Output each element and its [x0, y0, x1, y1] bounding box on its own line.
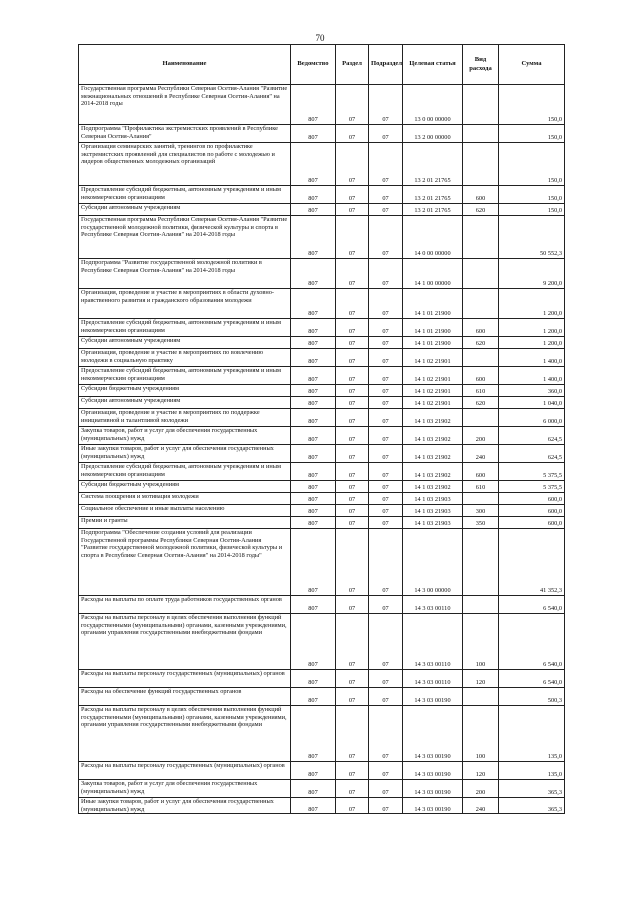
cell-subsection: 07: [369, 688, 403, 706]
cell-expense-type: 120: [463, 762, 499, 780]
cell-article: 14 1 03 21902: [403, 445, 463, 463]
cell-subsection: 07: [369, 319, 403, 337]
cell-department: 807: [291, 204, 336, 216]
cell-sum: 135,0: [499, 706, 565, 762]
cell-sum: 1 200,0: [499, 337, 565, 349]
cell-expense-type: 240: [463, 798, 499, 814]
cell-section: 07: [336, 319, 369, 337]
cell-subsection: 07: [369, 762, 403, 780]
cell-subsection: 07: [369, 367, 403, 385]
cell-sum: 9 200,0: [499, 259, 565, 289]
cell-subsection: 07: [369, 798, 403, 814]
cell-subsection: 07: [369, 259, 403, 289]
table-row: [79, 427, 565, 445]
cell-name: Предоставление субсидий бюджетным, автономным учреждениям и иным некоммерческим организациям: [79, 319, 291, 337]
cell-department: 807: [291, 670, 336, 688]
cell-section: 07: [336, 688, 369, 706]
cell-expense-type: [463, 259, 499, 289]
cell-article: 14 3 00 00000: [403, 529, 463, 596]
cell-article: 14 1 02 21901: [403, 385, 463, 397]
cell-department: 807: [291, 517, 336, 529]
cell-department: 807: [291, 427, 336, 445]
cell-article: 14 3 03 00190: [403, 798, 463, 814]
cell-expense-type: 120: [463, 670, 499, 688]
cell-name: Субсидии автономным учреждениям: [79, 204, 291, 216]
cell-department: 807: [291, 409, 336, 427]
cell-article: 14 1 03 21902: [403, 427, 463, 445]
cell-section: 07: [336, 143, 369, 186]
table-row: [79, 204, 565, 216]
cell-article: 14 1 02 21901: [403, 397, 463, 409]
cell-department: 807: [291, 493, 336, 505]
cell-article: 13 2 01 21765: [403, 143, 463, 186]
header-article: Целевая статья: [403, 45, 463, 85]
cell-sum: 600,0: [499, 493, 565, 505]
cell-article: 14 3 03 00110: [403, 596, 463, 614]
cell-expense-type: [463, 289, 499, 319]
cell-expense-type: 600: [463, 367, 499, 385]
cell-name: Подпрограмма "Развитие государственной молодежной политики в Республике Северная Осетия-Алания" на 2014-2018 годы: [79, 259, 291, 289]
cell-article: 14 3 03 00110: [403, 614, 463, 670]
cell-name: Система поощрения и мотивация молодежи: [79, 493, 291, 505]
table-row: [79, 762, 565, 780]
cell-section: 07: [336, 349, 369, 367]
cell-sum: 50 552,3: [499, 216, 565, 259]
cell-expense-type: 610: [463, 481, 499, 493]
cell-subsection: 07: [369, 397, 403, 409]
cell-sum: 150,0: [499, 204, 565, 216]
cell-name: Расходы на выплаты персоналу государственных (муниципальных) органов: [79, 670, 291, 688]
cell-sum: 624,5: [499, 427, 565, 445]
cell-section: 07: [336, 505, 369, 517]
cell-department: 807: [291, 289, 336, 319]
cell-sum: 1 400,0: [499, 349, 565, 367]
cell-name: Расходы на выплаты по оплате труда работников государственных органов: [79, 596, 291, 614]
cell-sum: 41 352,3: [499, 529, 565, 596]
cell-name: Подпрограмма "Обеспечение создания условий для реализации Государственной программы Республики Северная Осетия-Алания "Развитие государственной молодежной политики, физической культуры и спорта в Республике Северная Осетия-Алания" на 2014-2018 годы": [79, 529, 291, 596]
cell-article: 13 2 01 21765: [403, 186, 463, 204]
cell-sum: 150,0: [499, 143, 565, 186]
cell-department: 807: [291, 259, 336, 289]
cell-department: 807: [291, 397, 336, 409]
cell-section: 07: [336, 289, 369, 319]
cell-name: Иные закупки товаров, работ и услуг для обеспечения государственных (муниципальных) нужд: [79, 445, 291, 463]
cell-department: 807: [291, 143, 336, 186]
cell-department: 807: [291, 385, 336, 397]
cell-section: 07: [336, 397, 369, 409]
cell-subsection: 07: [369, 409, 403, 427]
table-row: [79, 706, 565, 762]
cell-sum: 6 540,0: [499, 670, 565, 688]
cell-article: 14 1 03 21902: [403, 409, 463, 427]
cell-department: 807: [291, 85, 336, 125]
table-row: [79, 688, 565, 706]
cell-name: Закупка товаров, работ и услуг для обеспечения государственных (муниципальных) нужд: [79, 427, 291, 445]
cell-expense-type: [463, 493, 499, 505]
cell-expense-type: 100: [463, 706, 499, 762]
cell-name: Субсидии бюджетным учреждениям: [79, 481, 291, 493]
cell-article: 14 1 02 21901: [403, 367, 463, 385]
cell-expense-type: 100: [463, 614, 499, 670]
cell-article: 14 1 03 21902: [403, 463, 463, 481]
cell-section: 07: [336, 780, 369, 798]
cell-department: 807: [291, 319, 336, 337]
cell-sum: 5 375,5: [499, 481, 565, 493]
cell-sum: 1 200,0: [499, 319, 565, 337]
cell-section: 07: [336, 493, 369, 505]
cell-section: 07: [336, 517, 369, 529]
table-row: [79, 529, 565, 596]
cell-department: 807: [291, 481, 336, 493]
header-subsection: Подраздел: [369, 45, 403, 85]
table-row: [79, 798, 565, 814]
table-row: [79, 670, 565, 688]
cell-sum: 365,3: [499, 780, 565, 798]
cell-expense-type: 200: [463, 427, 499, 445]
cell-sum: 600,0: [499, 505, 565, 517]
cell-article: 13 2 01 21765: [403, 204, 463, 216]
table-row: [79, 780, 565, 798]
cell-article: 14 1 03 21903: [403, 493, 463, 505]
cell-article: 14 3 03 00190: [403, 688, 463, 706]
cell-sum: 500,3: [499, 688, 565, 706]
cell-subsection: 07: [369, 85, 403, 125]
cell-section: 07: [336, 596, 369, 614]
cell-section: 07: [336, 186, 369, 204]
cell-expense-type: [463, 216, 499, 259]
table-row: [79, 85, 565, 125]
cell-name: Организация, проведение и участие в мероприятиях по вовлечению молодежи в социальную практику: [79, 349, 291, 367]
page-number: 70: [315, 33, 325, 43]
cell-article: 14 3 03 00190: [403, 762, 463, 780]
cell-section: 07: [336, 670, 369, 688]
cell-subsection: 07: [369, 706, 403, 762]
cell-section: 07: [336, 125, 369, 143]
table-row: [79, 216, 565, 259]
cell-section: 07: [336, 259, 369, 289]
cell-article: 14 3 03 00190: [403, 706, 463, 762]
table-row: [79, 409, 565, 427]
cell-department: 807: [291, 186, 336, 204]
cell-department: 807: [291, 798, 336, 814]
budget-table: [78, 44, 565, 814]
cell-expense-type: [463, 85, 499, 125]
cell-section: 07: [336, 798, 369, 814]
cell-name: Иные закупки товаров, работ и услуг для обеспечения государственных (муниципальных) нужд: [79, 798, 291, 814]
cell-article: 14 1 01 21900: [403, 337, 463, 349]
cell-name: Субсидии автономным учреждениям: [79, 397, 291, 409]
cell-subsection: 07: [369, 385, 403, 397]
cell-expense-type: 600: [463, 186, 499, 204]
table-row: [79, 259, 565, 289]
cell-article: 14 1 01 21900: [403, 319, 463, 337]
table-row: [79, 385, 565, 397]
cell-department: 807: [291, 706, 336, 762]
cell-subsection: 07: [369, 614, 403, 670]
table-row: [79, 289, 565, 319]
cell-article: 14 1 02 21901: [403, 349, 463, 367]
cell-section: 07: [336, 204, 369, 216]
table-row: [79, 125, 565, 143]
cell-expense-type: 600: [463, 319, 499, 337]
cell-subsection: 07: [369, 427, 403, 445]
table-row: [79, 186, 565, 204]
cell-name: Расходы на выплаты персоналу в целях обеспечения выполнения функций государственными (муниципальными) органами, казенными учреждениями, органами управления государственными внебюджетными фондами: [79, 614, 291, 670]
cell-expense-type: 600: [463, 463, 499, 481]
cell-section: 07: [336, 216, 369, 259]
cell-sum: 624,5: [499, 445, 565, 463]
cell-name: Предоставление субсидий бюджетным, автономным учреждениям и иным некоммерческим организациям: [79, 186, 291, 204]
cell-subsection: 07: [369, 337, 403, 349]
cell-sum: 1 200,0: [499, 289, 565, 319]
cell-name: Подпрограмма "Профилактика экстремистских проявлений в Республике Северная Осетия-Алания": [79, 125, 291, 143]
header-department: Ведомство: [291, 45, 336, 85]
cell-article: 14 1 03 21902: [403, 481, 463, 493]
cell-subsection: 07: [369, 529, 403, 596]
cell-subsection: 07: [369, 517, 403, 529]
cell-department: 807: [291, 762, 336, 780]
cell-expense-type: [463, 143, 499, 186]
cell-department: 807: [291, 529, 336, 596]
cell-section: 07: [336, 463, 369, 481]
cell-article: 14 1 01 21900: [403, 289, 463, 319]
table-row: [79, 493, 565, 505]
cell-name: Расходы на выплаты персоналу государственных (муниципальных) органов: [79, 762, 291, 780]
cell-sum: 6 000,0: [499, 409, 565, 427]
cell-expense-type: [463, 688, 499, 706]
cell-expense-type: [463, 529, 499, 596]
cell-subsection: 07: [369, 505, 403, 517]
cell-department: 807: [291, 614, 336, 670]
cell-subsection: 07: [369, 186, 403, 204]
cell-sum: 600,0: [499, 517, 565, 529]
cell-name: Организация семинарских занятий, тренингов по профилактике экстремистских проявлений для специалистов по работе с молодежью и лидеров общественных молодежных организаций: [79, 143, 291, 186]
cell-subsection: 07: [369, 349, 403, 367]
cell-name: Социальное обеспечение и иные выплаты населению: [79, 505, 291, 517]
cell-article: 14 1 03 21903: [403, 517, 463, 529]
cell-section: 07: [336, 706, 369, 762]
cell-expense-type: [463, 349, 499, 367]
cell-article: 14 1 03 21903: [403, 505, 463, 517]
cell-name: Расходы на выплаты персоналу в целях обеспечения выполнения функций государственными (муниципальными) органами, казенными учреждениями, органами управления государственными внебюджетными фондами: [79, 706, 291, 762]
cell-subsection: 07: [369, 125, 403, 143]
cell-expense-type: 350: [463, 517, 499, 529]
cell-subsection: 07: [369, 670, 403, 688]
cell-subsection: 07: [369, 445, 403, 463]
table-row: [79, 143, 565, 186]
cell-section: 07: [336, 445, 369, 463]
cell-name: Организация, проведение и участие в мероприятиях в области духовно-нравственного развития и гражданского образования молодежи: [79, 289, 291, 319]
cell-section: 07: [336, 529, 369, 596]
cell-sum: 6 540,0: [499, 596, 565, 614]
header-expense-type: Вид расхода: [463, 45, 499, 85]
cell-subsection: 07: [369, 216, 403, 259]
header-section: Раздел: [336, 45, 369, 85]
cell-expense-type: [463, 409, 499, 427]
cell-sum: 5 375,5: [499, 463, 565, 481]
cell-name: Субсидии автономным учреждениям: [79, 337, 291, 349]
cell-subsection: 07: [369, 780, 403, 798]
cell-expense-type: 620: [463, 397, 499, 409]
cell-subsection: 07: [369, 143, 403, 186]
cell-article: 14 1 00 00000: [403, 259, 463, 289]
header-name: Наименование: [79, 45, 291, 85]
table-row: [79, 367, 565, 385]
cell-expense-type: 300: [463, 505, 499, 517]
cell-subsection: 07: [369, 493, 403, 505]
cell-sum: 150,0: [499, 186, 565, 204]
cell-article: 14 3 03 00190: [403, 780, 463, 798]
cell-article: 13 2 00 00000: [403, 125, 463, 143]
cell-expense-type: [463, 125, 499, 143]
cell-section: 07: [336, 385, 369, 397]
cell-name: Премии и гранты: [79, 517, 291, 529]
table-header-row: [79, 45, 565, 85]
cell-section: 07: [336, 762, 369, 780]
cell-section: 07: [336, 85, 369, 125]
table-row: [79, 614, 565, 670]
cell-expense-type: 620: [463, 337, 499, 349]
cell-name: Предоставление субсидий бюджетным, автономным учреждениям и иным некоммерческим организациям: [79, 367, 291, 385]
cell-name: Субсидии бюджетным учреждениям: [79, 385, 291, 397]
table-row: [79, 445, 565, 463]
table-row: [79, 463, 565, 481]
cell-department: 807: [291, 688, 336, 706]
cell-subsection: 07: [369, 481, 403, 493]
cell-subsection: 07: [369, 463, 403, 481]
cell-article: 14 0 00 00000: [403, 216, 463, 259]
cell-section: 07: [336, 427, 369, 445]
cell-department: 807: [291, 463, 336, 481]
cell-sum: 6 540,0: [499, 614, 565, 670]
cell-sum: 1 040,0: [499, 397, 565, 409]
cell-name: Государственная программа Республики Северная Осетия-Алания "Развитие государственной молодежной политики, физической культуры и спорта в Республике Северная Осетия-Алания" на 2014-2018 годы: [79, 216, 291, 259]
cell-sum: 150,0: [499, 85, 565, 125]
table-row: [79, 517, 565, 529]
cell-department: 807: [291, 780, 336, 798]
cell-section: 07: [336, 614, 369, 670]
table-row: [79, 397, 565, 409]
cell-department: 807: [291, 505, 336, 517]
cell-expense-type: 620: [463, 204, 499, 216]
cell-department: 807: [291, 367, 336, 385]
cell-subsection: 07: [369, 596, 403, 614]
table-row: [79, 481, 565, 493]
cell-department: 807: [291, 349, 336, 367]
cell-department: 807: [291, 216, 336, 259]
cell-sum: 1 400,0: [499, 367, 565, 385]
cell-name: Предоставление субсидий бюджетным, автономным учреждениям и иным некоммерческим организациям: [79, 463, 291, 481]
table-row: [79, 505, 565, 517]
cell-department: 807: [291, 125, 336, 143]
cell-sum: 135,0: [499, 762, 565, 780]
cell-expense-type: [463, 596, 499, 614]
cell-section: 07: [336, 409, 369, 427]
cell-subsection: 07: [369, 204, 403, 216]
table-body: [79, 85, 565, 814]
table-row: [79, 349, 565, 367]
cell-section: 07: [336, 481, 369, 493]
table-row: [79, 319, 565, 337]
cell-department: 807: [291, 337, 336, 349]
cell-expense-type: 240: [463, 445, 499, 463]
table-row: [79, 337, 565, 349]
cell-department: 807: [291, 596, 336, 614]
cell-sum: 365,3: [499, 798, 565, 814]
cell-sum: 150,0: [499, 125, 565, 143]
cell-article: 14 3 03 00110: [403, 670, 463, 688]
cell-article: 13 0 00 00000: [403, 85, 463, 125]
cell-name: Государственная программа Республики Северная Осетия-Алания "Развитие межнациональных отношений в Республике Северная Осетия-Алания" на 2014-2018 годы: [79, 85, 291, 125]
cell-name: Расходы на обеспечение функций государственных органов: [79, 688, 291, 706]
cell-section: 07: [336, 337, 369, 349]
table-row: [79, 596, 565, 614]
cell-department: 807: [291, 445, 336, 463]
cell-sum: 360,0: [499, 385, 565, 397]
cell-subsection: 07: [369, 289, 403, 319]
cell-section: 07: [336, 367, 369, 385]
cell-expense-type: 610: [463, 385, 499, 397]
cell-name: Закупка товаров, работ и услуг для обеспечения государственных (муниципальных) нужд: [79, 780, 291, 798]
header-sum: Сумма: [499, 45, 565, 85]
cell-expense-type: 200: [463, 780, 499, 798]
cell-name: Организация, проведение и участие в мероприятиях по поддержке инициативной и талантливой молодежи: [79, 409, 291, 427]
